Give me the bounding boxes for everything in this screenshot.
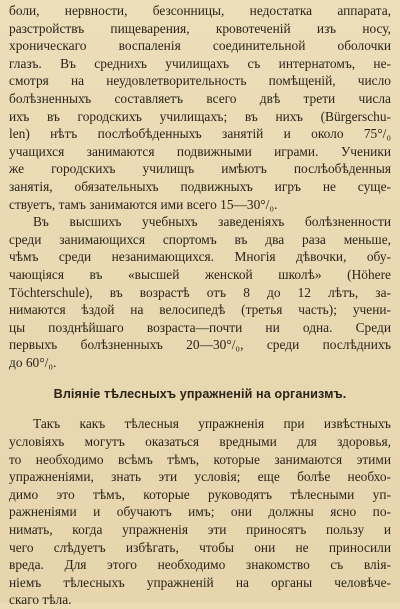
text-line: занятія, обязательныхъ подвижныхъ игръ не суще- [9,178,391,194]
text-line: Töchterschule), въ возрастѣ отъ 8 до 12 лѣтъ, за- [9,284,391,300]
text-line: условіяхъ могутъ оказаться вредными для здоровья, [9,434,391,450]
text-line: димо это тѣмъ, которые руководятъ тѣлесными уп- [9,486,391,502]
text-line: ихъ въ городскихъ училищахъ; въ нихъ (Bürgerschu- [9,108,391,124]
text-line: ствуетъ, тамъ занимаются ими всего 15—30°/₀. [9,196,278,212]
text-line: нимаются ѣздой на велосипедѣ (третья часть); учени- [9,302,391,318]
text-line: хроническаго воспаленія соединительной оболочки [9,38,391,54]
text-line: вреда. Для этого необходимо знакомство съ влія- [9,557,391,573]
text-line: ніемъ тѣлесныхъ упражненій на органы человѣче- [9,574,391,590]
text-line: Такъ какъ тѣлесныя упражненія при извѣстныхъ [33,416,391,432]
text-line: Въ высшихъ учебныхъ заведеніяхъ болѣзненности [33,214,391,230]
text-line: то необходимо всѣмъ тѣмъ, которые занимаются этими [9,451,391,467]
text-line: первыхъ болѣзненныхъ 20—30°/₀, среди послѣднихъ [9,337,391,353]
text-line: учащихся занимаются подвижными играми. Ученики [9,143,391,159]
text-line: ражненіями и обучаютъ имъ; они должны ясно по- [9,504,391,520]
text-line: смотря на неудовлетворительность помѣщеній, число [9,73,391,89]
text-line: разстройствъ пищеварения, кровотеченій изъ носу, [9,20,391,36]
section-heading: Вліяніе тѣлесныхъ упражненій на организмъ. [53,387,347,402]
text-line: же городскихъ училищъ имѣютъ послѣобѣденныя [9,161,391,177]
text-line: чего слѣдуетъ избѣгать, чтобы они не приносили [9,539,391,555]
text-line: цы позднѣйшаго возраста—почти ни одна. Среди [9,319,391,335]
text-line: len) нѣтъ послѣобѣденныхъ занятій и около 75°/₀ [9,126,391,142]
text-line: болѣзненныхъ составляетъ всего двѣ трети числа [9,90,391,106]
text-line: до 60°/₀. [9,354,57,370]
text-line: нимать, когда упражненія эти приносятъ пользу и [9,522,391,538]
text-line: скаго тѣла. [9,592,72,608]
text-line: среди занимающихся спортомъ въ два раза меньше, [9,231,391,247]
text-line: чѣмъ среди незанимающихся. Многія дѣвочки, обу- [9,249,391,265]
paragraph-school-health [9,2,391,213]
paragraph-sport-schools [9,213,391,371]
paragraph-exercise-effects [9,415,391,609]
text-line: упражненіями, знать эти условія; еще болѣе необхо- [9,469,391,485]
text-line: глазъ. Въ среднихъ училищахъ съ интернатомъ, не- [9,55,391,71]
text-line: чающіяся въ «высшей женской школѣ» (Höhere [9,266,391,282]
text-line: боли, нервности, безсонницы, недостатка аппарата, [9,3,391,18]
